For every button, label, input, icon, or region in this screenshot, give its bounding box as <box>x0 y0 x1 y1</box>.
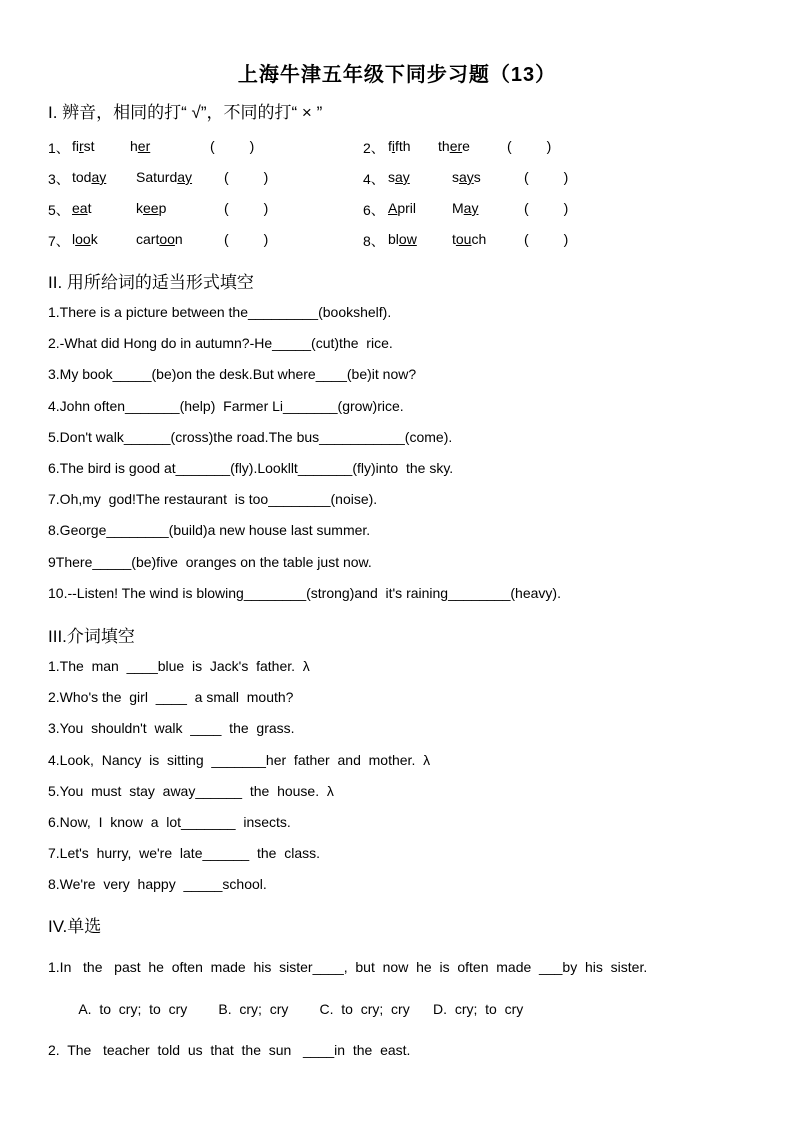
word-part: r <box>79 138 84 154</box>
word-part: ea <box>72 200 88 216</box>
fill-blank-line: 4.John often_______(help) Farmer Li_______(grow)rice. <box>48 397 404 414</box>
item-number: 1、 <box>48 140 70 156</box>
preposition-line: 4.Look, Nancy is sitting _______her father and mother. λ <box>48 751 431 768</box>
word-two <box>452 231 486 247</box>
fill-blank-line: 6.The bird is good at_______(fly).Lookllt_______(fly)into the sky. <box>48 460 454 476</box>
word-part: M <box>452 200 464 216</box>
word-one <box>72 169 106 185</box>
fill-blank-line: 8.George________(build)a new house last summer. <box>48 522 371 539</box>
fill-blank-line: 3.My book_____(be)on the desk.But where____(be)it now? <box>48 366 417 383</box>
word-part: t <box>452 231 456 247</box>
word-one <box>388 169 410 185</box>
item-number: 7、 <box>48 233 70 249</box>
section-1-heading: I. 辨音，相同的打“ √”，不同的打“ × ” <box>48 103 323 122</box>
section-2-heading: II. 用所给词的适当形式填空 <box>48 273 254 292</box>
word-part: ay <box>463 200 479 216</box>
answer-parentheses: ( ) <box>224 169 269 185</box>
section-3-heading: III.介词填空 <box>48 627 135 646</box>
word-part: er <box>449 138 463 154</box>
preposition-line: 5.You must stay away______ the house. λ <box>48 782 334 799</box>
fill-blank-line: 10.--Listen! The wind is blowing________(strong)and it's raining________(heavy). <box>48 584 561 601</box>
word-one <box>72 200 91 216</box>
item-number: 3、 <box>48 171 70 187</box>
word-part: k <box>90 231 98 247</box>
preposition-line: 3.You shouldn't walk ____ the grass. <box>48 720 295 737</box>
word-part: ow <box>398 231 417 247</box>
word-part: ay <box>177 169 193 185</box>
word-two <box>452 200 478 216</box>
item-number: 4、 <box>363 171 385 187</box>
item-number: 5、 <box>48 202 70 218</box>
answer-parentheses: ( ) <box>224 200 269 216</box>
word-part: h <box>130 138 138 154</box>
preposition-line: 7.Let's hurry, we're late______ the class. <box>48 845 321 862</box>
word-two <box>438 138 470 154</box>
word-part: f <box>388 138 392 154</box>
word-part: ee <box>143 200 159 216</box>
item-number: 2、 <box>363 140 385 156</box>
word-part: oo <box>159 231 175 247</box>
word-two <box>136 231 183 247</box>
word-part: Saturd <box>136 169 178 185</box>
section-4-heading: IV.单选 <box>48 917 102 936</box>
answer-parentheses: ( ) <box>210 138 255 154</box>
word-two <box>452 169 481 185</box>
word-part: fth <box>395 138 411 154</box>
answer-parentheses: ( ) <box>507 138 552 154</box>
word-two <box>136 169 192 185</box>
word-one <box>72 138 95 154</box>
single-choice-question: 1.In the past he often made his sister____, but now he is often made ___by his sister. <box>48 959 648 975</box>
fill-blank-line: 7.Oh,my god!The restaurant is too________(noise). <box>48 491 378 508</box>
word-part: ch <box>471 231 487 247</box>
word-two <box>130 138 150 154</box>
word-part: ay <box>459 169 474 185</box>
word-part: ay <box>395 169 410 185</box>
word-part: s <box>473 169 481 185</box>
item-number: 6、 <box>363 202 385 218</box>
word-part: p <box>158 200 167 216</box>
word-part: th <box>438 138 450 154</box>
single-choice-question: 2. The teacher told us that the sun ____in the east. <box>48 1042 411 1058</box>
answer-parentheses: ( ) <box>524 169 569 185</box>
word-part: t <box>87 200 92 216</box>
word-part: bl <box>388 231 399 247</box>
word-part: s <box>452 169 459 185</box>
word-part: er <box>137 138 151 154</box>
page-title: 上海牛津五年级下同步习题（13） <box>237 64 557 86</box>
word-part: s <box>388 169 395 185</box>
word-part: tod <box>72 169 92 185</box>
word-part: fi <box>72 138 79 154</box>
word-part: st <box>83 138 95 154</box>
answer-parentheses: ( ) <box>524 200 569 216</box>
word-part: cart <box>136 231 160 247</box>
word-part: ay <box>91 169 107 185</box>
word-two <box>136 200 166 216</box>
word-one <box>388 138 411 154</box>
preposition-line: 6.Now, I know a lot_______ insects. <box>48 814 291 830</box>
word-part: i <box>391 138 396 154</box>
word-part: ou <box>455 231 472 247</box>
fill-blank-line: 2.-What did Hong do in autumn?-He_____(cut)the rice. <box>48 335 393 352</box>
word-part: e <box>462 138 470 154</box>
preposition-line: 8.We're very happy _____school. <box>48 876 267 893</box>
item-number: 8、 <box>363 233 385 249</box>
fill-blank-line: 9There_____(be)five oranges on the table just now. <box>48 553 372 570</box>
answer-parentheses: ( ) <box>524 231 569 247</box>
preposition-line: 2.Who's the girl ____ a small mouth? <box>48 689 294 706</box>
word-one <box>72 231 98 247</box>
word-part: A <box>388 200 398 216</box>
word-part: oo <box>75 231 91 247</box>
fill-blank-line: 5.Don't walk______(cross)the road.The bus___________(come). <box>48 428 453 445</box>
word-part: k <box>136 200 143 216</box>
answer-parentheses: ( ) <box>224 231 269 247</box>
fill-blank-line: 1.There is a picture between the_________(bookshelf). <box>48 304 392 320</box>
word-part: l <box>72 231 76 247</box>
preposition-line: 1.The man ____blue is Jack's father. λ <box>48 658 310 674</box>
word-one <box>388 200 416 216</box>
word-one <box>388 231 417 247</box>
word-part: n <box>174 231 183 247</box>
word-part: pril <box>397 200 417 216</box>
choice-options: A. to cry; to cry B. cry; cry C. to cry; cry D. cry; to cry <box>48 1001 524 1017</box>
